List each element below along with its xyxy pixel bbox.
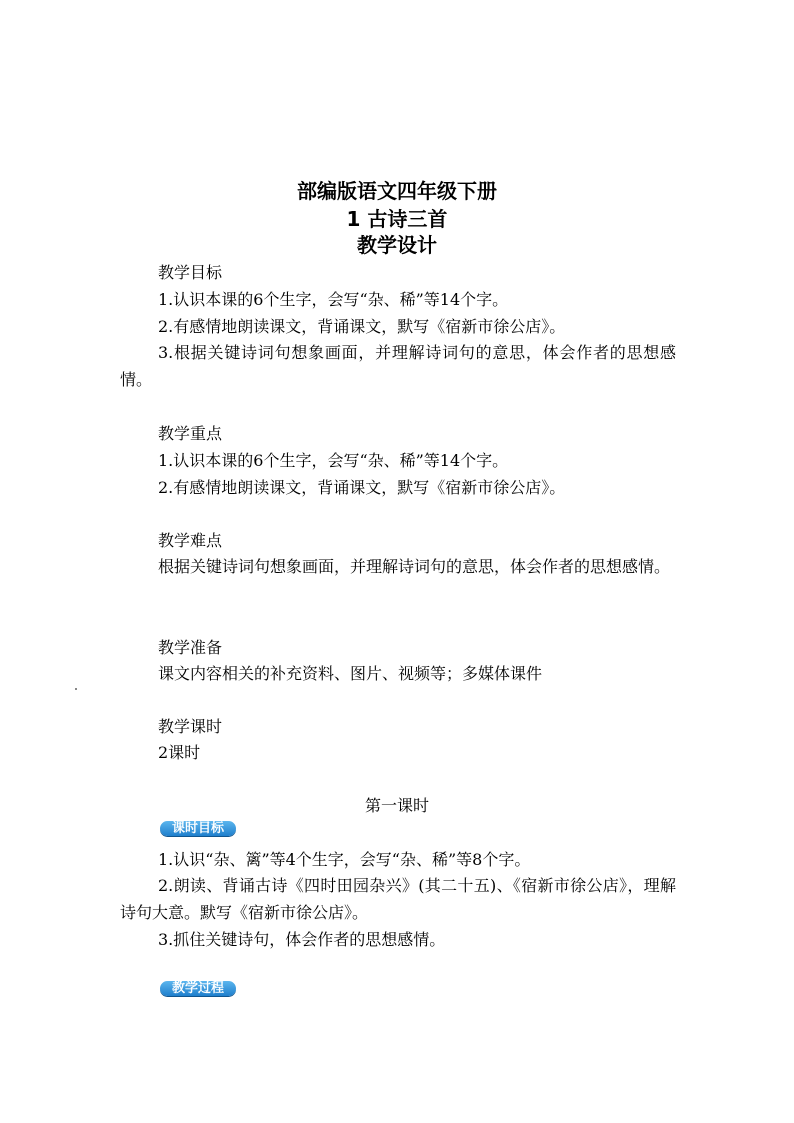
key-points-heading: 教学重点 bbox=[158, 424, 223, 443]
periods-text: 2课时 bbox=[158, 743, 201, 762]
document-subtitle: 教学设计 bbox=[357, 233, 437, 257]
objectives-heading: 教学目标 bbox=[158, 263, 223, 282]
objective-item: 3.根据关键诗词句想象画面，并理解诗词句的意思，体会作者的思想感情。 bbox=[120, 343, 676, 389]
difficulties-heading: 教学难点 bbox=[158, 531, 223, 550]
key-point-item: 1.认识本课的6个生字，会写“杂、稀”等14个字。 bbox=[158, 451, 509, 470]
lesson-title: 1 古诗三首 bbox=[346, 207, 448, 231]
period-goal-item: 1.认识“杂、篱”等4个生字，会写“杂、稀”等8个字。 bbox=[158, 850, 531, 869]
preparation-text: 课文内容相关的补充资料、图片、视频等；多媒体课件 bbox=[158, 664, 543, 683]
period-goal-item: 3.抓住关键诗句，体会作者的思想感情。 bbox=[158, 930, 446, 949]
stray-mark bbox=[75, 688, 77, 690]
objective-item: 2.有感情地朗读课文，背诵课文，默写《宿新市徐公店》。 bbox=[158, 317, 566, 336]
key-point-item: 2.有感情地朗读课文，背诵课文，默写《宿新市徐公店》。 bbox=[158, 478, 566, 497]
document-title: 部编版语文四年级下册 bbox=[297, 179, 497, 203]
period-goals-badge: 课时目标 bbox=[160, 821, 236, 836]
teaching-process-badge: 教学过程 bbox=[160, 981, 236, 996]
objective-item: 1.认识本课的6个生字，会写“杂、稀”等14个字。 bbox=[158, 290, 509, 309]
periods-heading: 教学课时 bbox=[158, 717, 223, 736]
first-period-title: 第一课时 bbox=[364, 796, 429, 815]
preparation-heading: 教学准备 bbox=[158, 638, 223, 657]
difficulties-text: 根据关键诗词句想象画面，并理解诗词句的意思，体会作者的思想感情。 bbox=[158, 557, 671, 576]
period-goal-item: 2.朗读、背诵古诗《四时田园杂兴》(其二十五)、《宿新市徐公店》，理解诗句大意。默写《宿新市徐公店》。 bbox=[120, 876, 676, 922]
